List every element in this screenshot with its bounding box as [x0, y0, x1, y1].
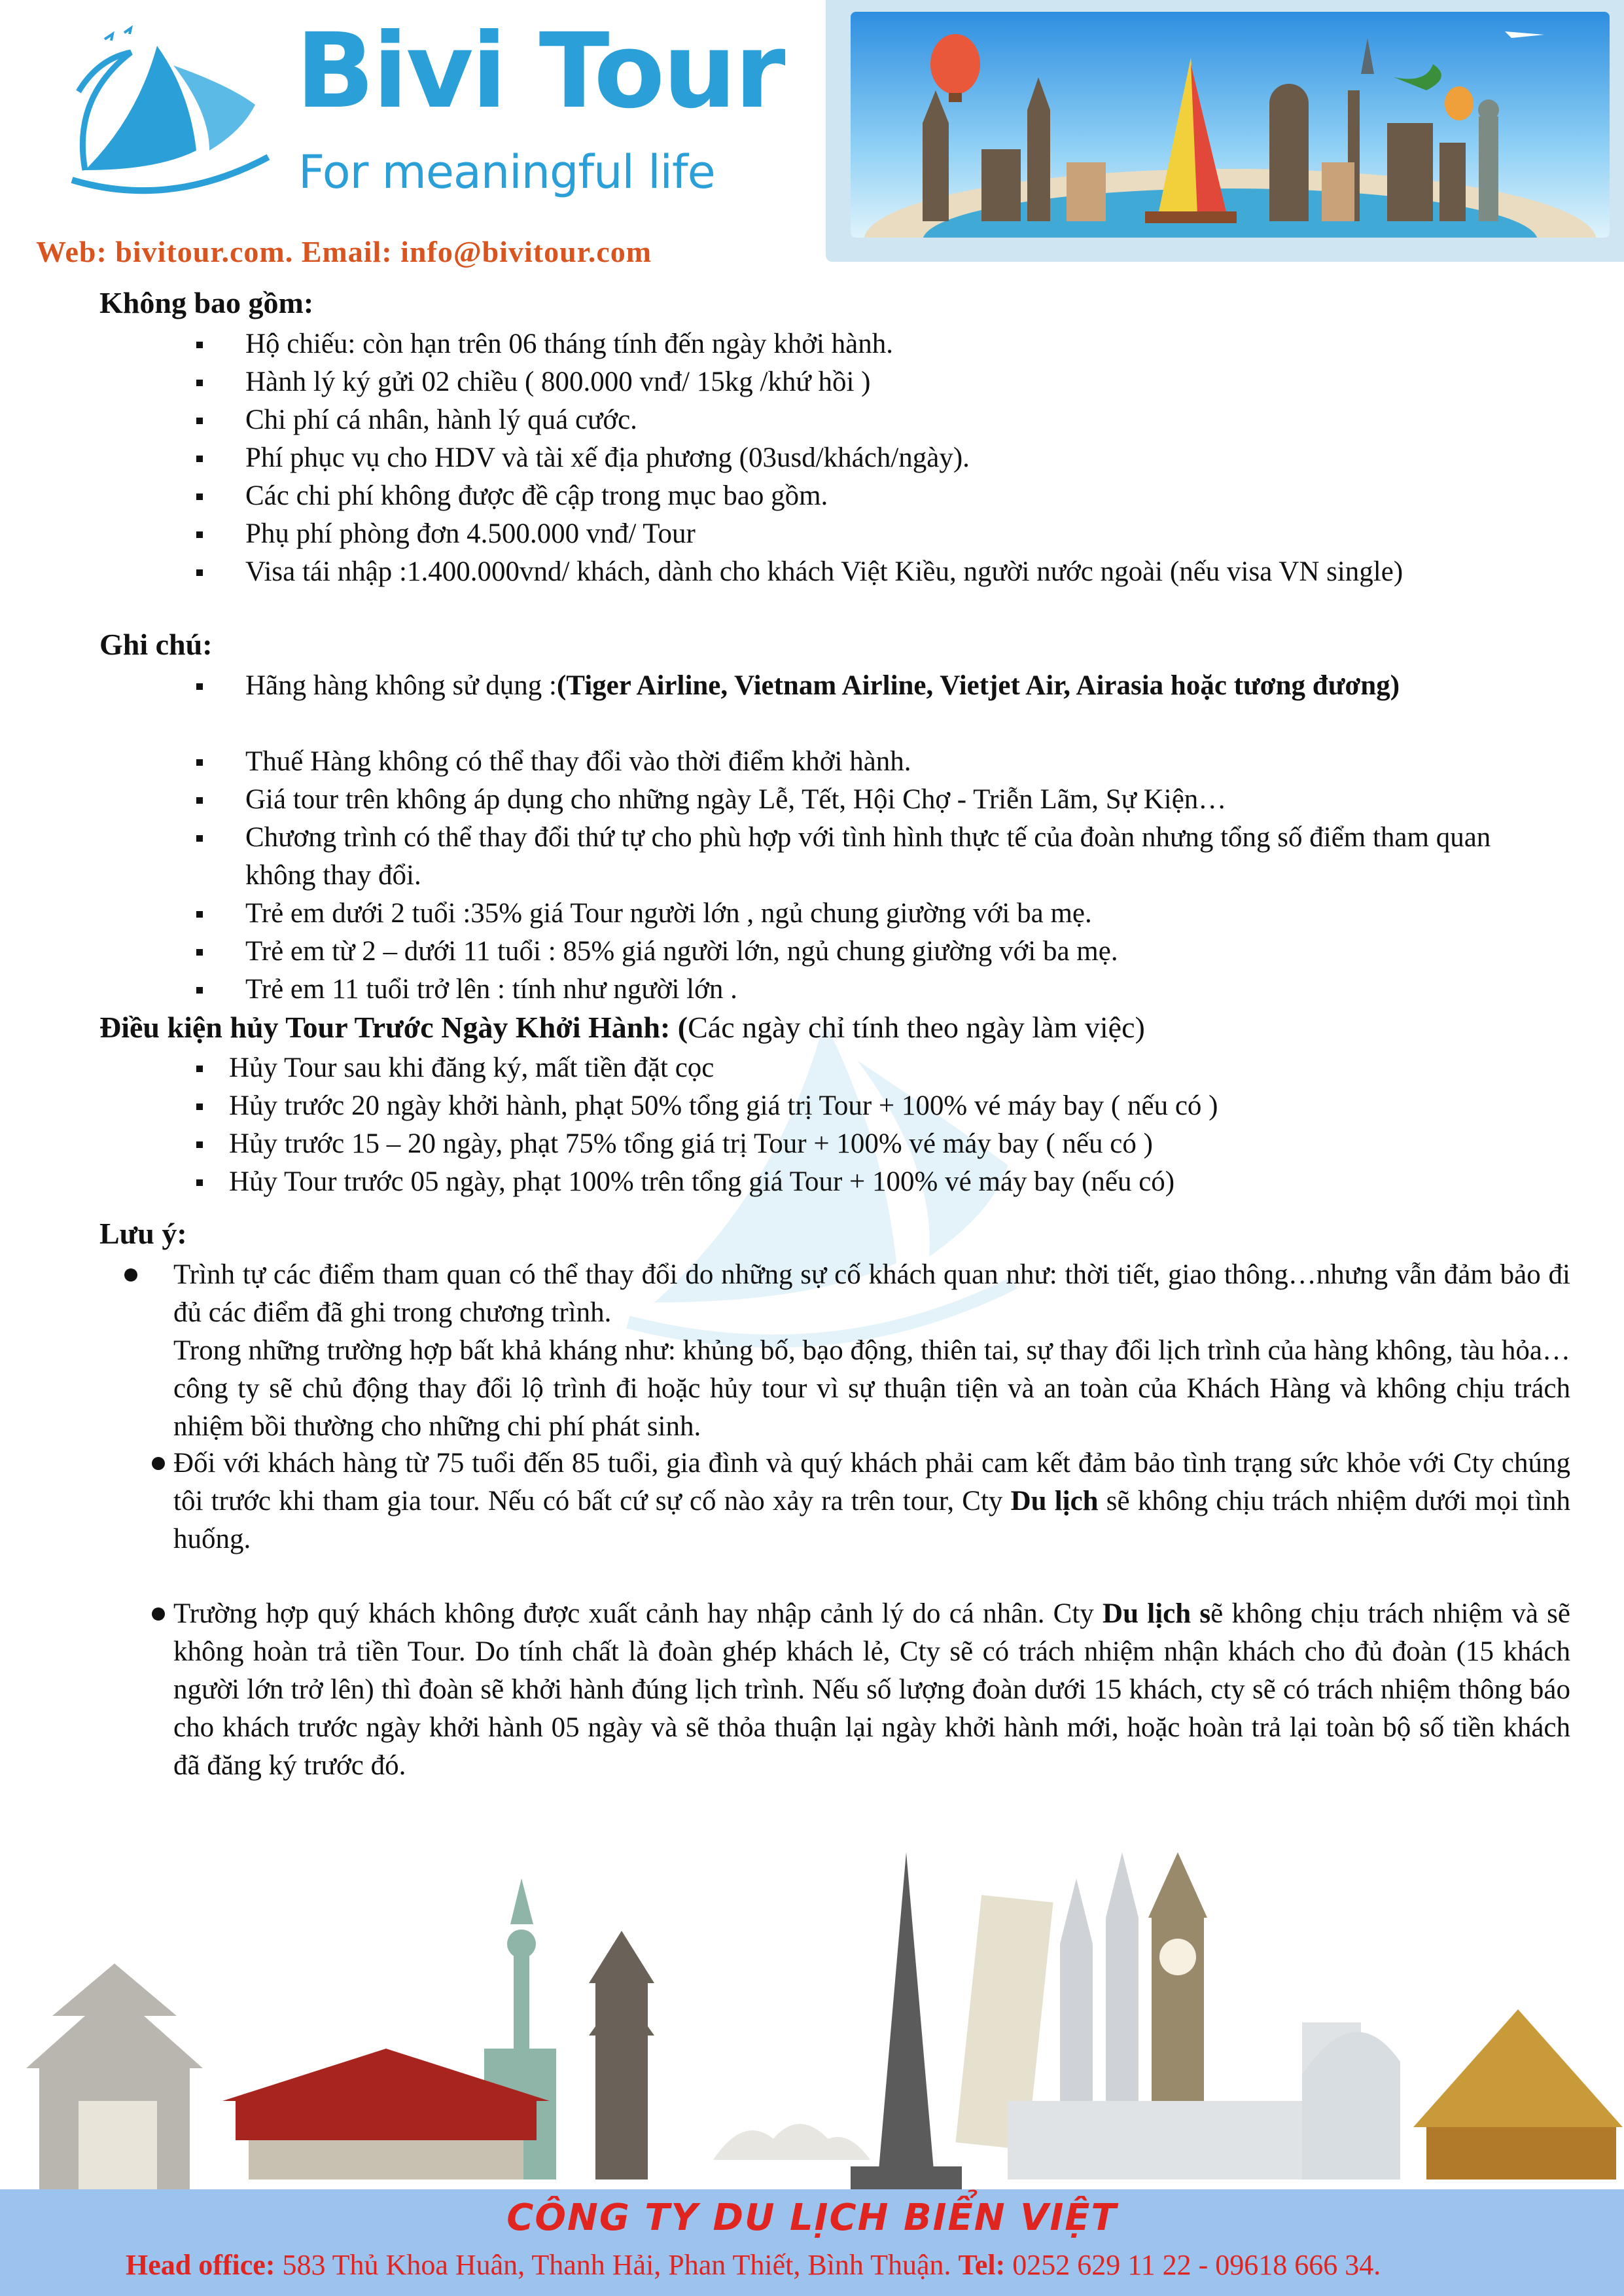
remark-text: Trường hợp quý khách không được xuất cảnh hay nhập cảnh lý do cá nhân. Cty: [173, 1598, 1103, 1629]
head-office-address: 583 Thủ Khoa Huân, Thanh Hải, Phan Thiết, Bình Thuận.: [275, 2249, 959, 2281]
bullet-square: [196, 380, 203, 386]
cancellation-note: Các ngày chỉ tính theo ngày làm việc): [688, 1011, 1145, 1044]
list-item: Hộ chiếu: còn hạn trên 06 tháng tính đến ngày khởi hành.: [245, 329, 894, 359]
section-title-cancellation: [99, 1010, 1145, 1045]
list-item: Phụ phí phòng đơn 4.500.000 vnđ/ Tour: [245, 518, 696, 549]
bullet-square: [196, 493, 203, 500]
list-item: Các chi phí không được đề cập trong mục bao gồm.: [245, 480, 828, 511]
tel-number: 0252 629 11 22 - 09618 666 34.: [1005, 2249, 1381, 2281]
bullet-square: [196, 1141, 203, 1148]
list-item: Chương trình có thể thay đổi thứ tự cho phù hợp với tình hình thực tế của đoàn nhưng tổng số điểm tham quan không thay đổi.: [245, 822, 1491, 891]
bullet-square: [196, 797, 203, 804]
bullet-square: [196, 835, 203, 842]
section-title-not-included: Không bao gồm:: [99, 286, 314, 319]
list-item: Trẻ em 11 tuổi trở lên : tính như người lớn .: [245, 974, 737, 1005]
bullet-square: [196, 531, 203, 538]
list-item: Chi phí cá nhân, hành lý quá cước.: [245, 404, 637, 435]
bullet-square: [196, 949, 203, 956]
remark-paragraph: [173, 1595, 1570, 1785]
list-item: Phí phục vụ cho HDV và tài xế địa phương (03usd/khách/ngày).: [245, 442, 970, 473]
header-logo-area: [0, 0, 824, 268]
bullet-square: [196, 1103, 203, 1110]
remark-paragraph: Trong những trường hợp bất khả kháng như: khủng bố, bạo động, thiên tai, sự thay đổi lịch trình của hàng không, tàu hỏa… công ty sẽ chủ động thay đổi lộ trình đi hoặc hủy tour vì sự thuận tiện và an toàn của Khách Hàng và không chịu trách nhiệm bồi thường cho những chi phí phát sinh.: [173, 1335, 1570, 1442]
remark-text: Đối với khách hàng từ 75 tuổi đến 85 tuổi, gia đình và quý khách phải cam kết đảm bảo tình trạng sức khỏe với Cty chúng tôi trước khi tham gia tour. Nếu có bất cứ sự cố nào xảy ra trên tour, Cty: [173, 1448, 1570, 1516]
remark-bold: Du lịch s: [1103, 1598, 1211, 1629]
list-item: Hủy trước 15 – 20 ngày, phạt 75% tổng giá trị Tour + 100% vé máy bay ( nếu có ): [229, 1128, 1153, 1159]
bullet-dot: [152, 1457, 165, 1470]
bullet-square: [196, 342, 203, 348]
remark-paragraph: [173, 1444, 1570, 1558]
bullet-square: [196, 1066, 203, 1072]
bullet-square: [196, 759, 203, 766]
list-item: Trẻ em dưới 2 tuổi :35% giá Tour người lớn , ngủ chung giường với ba mẹ.: [245, 898, 1092, 929]
sailboat-logo-icon: [59, 20, 275, 209]
airline-prefix: Hãng hàng không sử dụng :: [245, 670, 557, 701]
head-office-label: Head office:: [126, 2249, 275, 2281]
brand-slogan: For meaningful life: [298, 145, 715, 199]
bullet-square: [196, 987, 203, 994]
remark-bold: Du lịch: [1010, 1486, 1099, 1516]
tel-label: Tel:: [958, 2249, 1006, 2281]
remark-text: ẽ không chịu trách nhiệm và sẽ không hoàn trả tiền Tour. Do tính chất là đoàn ghép khách lẻ, Cty sẽ có trách nhiệm nhận khách cho đủ đoàn (15 khách người lớn trở lên) thì đoàn sẽ khởi hành đúng lịch trình. Nếu số lượng đoàn dưới 15 khách, cty sẽ có trách nhiệm thông báo cho khách trước ngày khởi hành 05 ngày và sẽ thỏa thuận lại ngày khởi hành mới, hoặc hoàn trả lại toàn bộ số tiền khách đã đăng ký trước đó.: [173, 1598, 1570, 1781]
cancellation-title: Điều kiện hủy Tour Trước Ngày Khởi Hành: (: [99, 1011, 688, 1044]
bullet-square: [196, 418, 203, 424]
list-item: Hủy Tour sau khi đăng ký, mất tiền đặt cọc: [229, 1052, 715, 1083]
list-item: Visa tái nhập :1.400.000vnd/ khách, dành cho khách Việt Kiều, người nước ngoài (nếu visa VN single): [245, 556, 1403, 587]
section-title-remarks: Lưu ý:: [99, 1217, 187, 1250]
section-title-notes: Ghi chú:: [99, 628, 213, 661]
list-item: Trẻ em từ 2 – dưới 11 tuổi : 85% giá người lớn, ngủ chung giường với ba mẹ.: [245, 936, 1118, 967]
bullet-square: [196, 1179, 203, 1186]
list-item-airline: [245, 667, 1567, 705]
brand-name: Bivi Tour: [296, 11, 784, 132]
list-item: Hủy trước 20 ngày khởi hành, phạt 50% tổng giá trị Tour + 100% vé máy bay ( nếu có ): [229, 1090, 1218, 1121]
remark-paragraph: Trình tự các điểm tham quan có thể thay đổi do những sự cố khách quan như: thời tiết, giao thông…nhưng vẫn đảm bảo đi đủ các điểm đã ghi trong chương trình.: [173, 1259, 1570, 1328]
bullet-dot: [152, 1607, 165, 1621]
remark-text: sẽ không chịu trách nhiệm dưới mọi tình huống.: [173, 1486, 1570, 1554]
web-email-line: Web: bivitour.com. Email: info@bivitour.com: [36, 235, 652, 268]
list-item: Thuế Hàng không có thể thay đổi vào thời điểm khởi hành.: [245, 746, 911, 777]
list-item: Giá tour trên không áp dụng cho những ngày Lễ, Tết, Hội Chợ - Triễn Lãm, Sự Kiện…: [245, 784, 1227, 815]
travel-landmarks-photo: [851, 12, 1610, 238]
world-landmarks-skyline: [26, 1852, 1623, 2193]
bullet-square: [196, 456, 203, 462]
head-office-line: [126, 2248, 1381, 2282]
list-item: Hủy Tour trước 05 ngày, phạt 100% trên tổng giá Tour + 100% vé máy bay (nếu có): [229, 1166, 1175, 1197]
bullet-dot: [124, 1268, 137, 1282]
bullet-square: [196, 683, 203, 690]
bullet-square: [196, 911, 203, 918]
company-name: CÔNG TY DU LỊCH BIỂN VIỆT: [506, 2197, 1118, 2239]
list-item: Hành lý ký gửi 02 chiều ( 800.000 vnđ/ 15kg /khứ hồi ): [245, 367, 871, 397]
bullet-square: [196, 569, 203, 576]
airline-list: (Tiger Airline, Vietnam Airline, Vietjet Air, Airasia hoặc tương đương): [556, 670, 1400, 701]
